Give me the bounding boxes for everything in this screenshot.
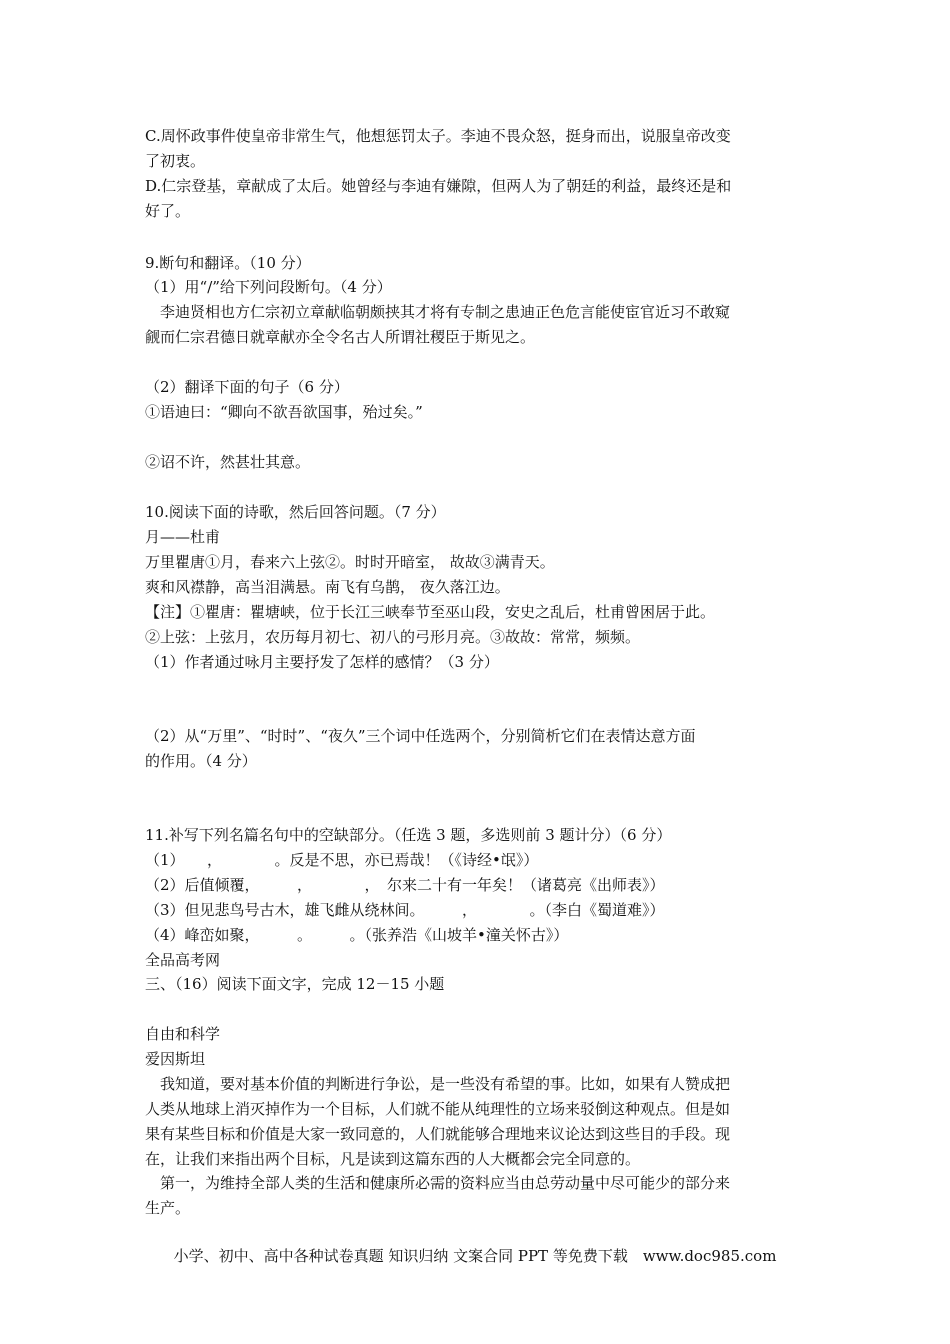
question-10-heading: 10.阅读下面的诗歌，然后回答问题。（7 分） [145, 503, 446, 521]
question-9-part-1: （1）用“/”给下列问段断句。（4 分） [145, 278, 392, 296]
article-paragraph-1-line-1: 我知道，要对基本价值的判断进行争讼，是一些没有希望的事。比如，如果有人赞成把 [145, 1075, 731, 1093]
poem-note-1: 【注】①瞿唐：瞿塘峡，位于长江三峡奉节至巫山段，安史之乱后，杜甫曾困居于此。 [145, 603, 716, 621]
question-9-part-2: （2）翻译下面的句子（6 分） [145, 378, 349, 396]
question-11-item-1: （1） ， 。反是不思，亦已焉哉！（《诗经•氓》） [145, 851, 539, 869]
watermark-text: 全品高考网 [145, 951, 221, 969]
article-paragraph-2-line-1: 第一，为维持全部人类的生活和健康所必需的资料应当由总劳动量中尽可能少的部分来 [145, 1174, 731, 1192]
question-10-part-1: （1）作者通过咏月主要抒发了怎样的感情？（3 分） [145, 653, 499, 671]
option-d-line-1: D.仁宗登基，章献成了太后。她曾经与李迪有嫌隙，但两人为了朝廷的利益，最终还是和 [145, 177, 732, 195]
classical-passage-line-1: 李迪贤相也方仁宗初立章献临朝颇挟其才将有专制之患迪正色危言能使宦官近习不敢窥 [145, 303, 731, 321]
poem-line-2: 爽和风襟静，高当泪满悬。南飞有乌鹊， 夜久落江边。 [145, 578, 510, 596]
translation-sentence-1: ①语迪曰：“卿向不欲吾欲国事，殆过矣。” [145, 403, 423, 421]
article-title: 自由和科学 [145, 1025, 221, 1043]
article-paragraph-1-line-3: 果有某些目标和价值是大家一致同意的，人们就能够合理地来议论达到这些目的手段。现 [145, 1125, 731, 1143]
article-paragraph-2-line-2: 生产。 [145, 1199, 191, 1217]
article-author: 爱因斯坦 [145, 1050, 206, 1068]
article-paragraph-1-line-4: 在，让我们来指出两个目标，凡是读到这篇东西的人大概都会完全同意的。 [145, 1150, 641, 1168]
question-10-part-2-line-1: （2）从“万里”、“时时”、“夜久”三个词中任选两个，分别简析它们在表情达意方面 [145, 727, 696, 745]
question-9-heading: 9.断句和翻译。（10 分） [145, 254, 311, 272]
option-c-line-2: 了初衷。 [145, 152, 206, 170]
section-3-heading: 三、（16）阅读下面文字，完成 12－15 小题 [145, 975, 445, 993]
translation-sentence-2: ②诏不许，然甚壮其意。 [145, 453, 311, 471]
question-11-item-4: （4）峰峦如聚， 。 。（张养浩《山坡羊•潼关怀古》） [145, 926, 569, 944]
option-d-line-2: 好了。 [145, 202, 191, 220]
question-10-part-2-line-2: 的作用。（4 分） [145, 752, 257, 770]
poem-note-2: ②上弦：上弦月，农历每月初七、初八的弓形月亮。③故故：常常，频频。 [145, 628, 641, 646]
option-c-line-1: C.周怀政事件使皇帝非常生气，他想惩罚太子。李迪不畏众怒，挺身而出，说服皇帝改变 [145, 127, 731, 145]
poem-title: 月——杜甫 [145, 528, 221, 546]
question-11-item-2: （2）后值倾覆， ， ， 尔来二十有一年矣！（诸葛亮《出师表》） [145, 876, 665, 894]
question-11-heading: 11.补写下列名篇名句中的空缺部分。（任选 3 题，多选则前 3 题计分）（6 分） [145, 826, 672, 844]
article-paragraph-1-line-2: 人类从地球上消灭掉作为一个目标，人们就不能从纯理性的立场来驳倒这种观点。但是如 [145, 1100, 731, 1118]
page-footer: 小学、初中、高中各种试卷真题 知识归纳 文案合同 PPT 等免费下载 www.doc985.com [173, 1247, 777, 1265]
classical-passage-line-2: 觎而仁宗君德日就章献亦全令名古人所谓社稷臣于斯见之。 [145, 328, 536, 346]
poem-line-1: 万里瞿唐①月，春来六上弦②。时时开暗室， 故故③满青天。 [145, 553, 555, 571]
question-11-item-3: （3）但见悲鸟号古木，雄飞雌从绕林间。 ， 。（李白《蜀道难》） [145, 901, 665, 919]
